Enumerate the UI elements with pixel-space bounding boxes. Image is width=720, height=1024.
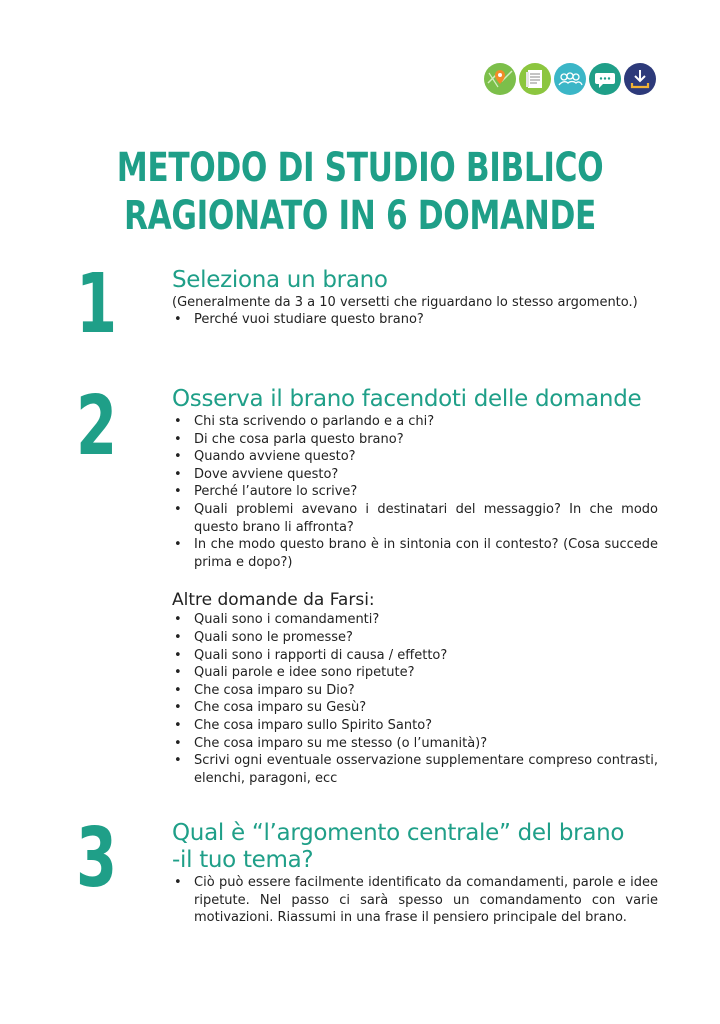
list-item: • Quali parole e idee sono ripetute? — [172, 664, 658, 682]
section-2-subheading: Altre domande da Farsi: — [172, 590, 375, 611]
list-item: • In che modo questo brano è in sintonia con il contesto? (Cosa succede prima e dopo?) — [172, 536, 658, 571]
chat-icon — [589, 63, 621, 95]
list-item: • Che cosa imparo su me stesso (o l’umanità)? — [172, 735, 658, 753]
list-item: • Quando avviene questo? — [172, 448, 658, 466]
section-2-list — [172, 413, 658, 571]
list-item: • Che cosa imparo sullo Spirito Santo? — [172, 717, 658, 735]
list-item: • Dove avviene questo? — [172, 466, 658, 484]
section-3-title-line-2: -il tuo tema? — [172, 847, 314, 873]
list-item: • Che cosa imparo su Dio? — [172, 682, 658, 700]
section-2 — [172, 386, 658, 787]
list-item: • Ciò può essere facilmente identificato da comandamenti, parole e idee ripetute. Nel passo ci sarà spesso un comandamento con varie motivazioni. Riassumi in una frase il pensiero principale del brano. — [172, 874, 658, 927]
list-item: • Quali sono i rapporti di causa / effetto? — [172, 647, 658, 665]
people-icon — [554, 63, 586, 95]
list-item: • Perché vuoi studiare questo brano? — [172, 311, 658, 329]
list-item: • Quali sono i comandamenti? — [172, 611, 658, 629]
list-item: • Perché l’autore lo scrive? — [172, 483, 658, 501]
section-1-note: (Generalmente da 3 a 10 versetti che riguardano lo stesso argomento.) — [172, 295, 638, 310]
section-3-title — [172, 820, 658, 874]
section-3-title-line-1: Qual è “l’argomento centrale” del brano — [172, 820, 625, 846]
list-item: • Scrivi ogni eventuale osservazione supplementare compreso contrasti, elenchi, paragoni, ecc — [172, 752, 658, 787]
list-item: • Quali problemi avevano i destinatari del messaggio? In che modo questo brano li affronta? — [172, 501, 658, 536]
section-1 — [172, 267, 658, 329]
section-number-3: 3 — [76, 811, 118, 906]
section-3-list — [172, 874, 658, 927]
header-icons — [484, 63, 656, 95]
page-title-line-2: RAGIONATO IN 6 DOMANDE — [124, 193, 596, 239]
list-item: • Quali sono le promesse? — [172, 629, 658, 647]
list-item: • Che cosa imparo su Gesù? — [172, 699, 658, 717]
section-1-title: Seleziona un brano — [172, 267, 388, 293]
list-item: • Chi sta scrivendo o parlando e a chi? — [172, 413, 658, 431]
document-icon — [519, 63, 551, 95]
page-title-line-1: METODO DI STUDIO BIBLICO — [116, 145, 604, 191]
download-icon — [624, 63, 656, 95]
section-3 — [172, 820, 658, 927]
section-number-1: 1 — [76, 257, 118, 352]
page-title — [79, 144, 641, 240]
section-2-title: Osserva il brano facendoti delle domande — [172, 386, 642, 412]
map-pin-icon — [484, 63, 516, 95]
section-1-list — [172, 311, 658, 329]
section-number-2: 2 — [76, 379, 118, 474]
list-item: • Di che cosa parla questo brano? — [172, 431, 658, 449]
section-2-list-2 — [172, 611, 658, 787]
